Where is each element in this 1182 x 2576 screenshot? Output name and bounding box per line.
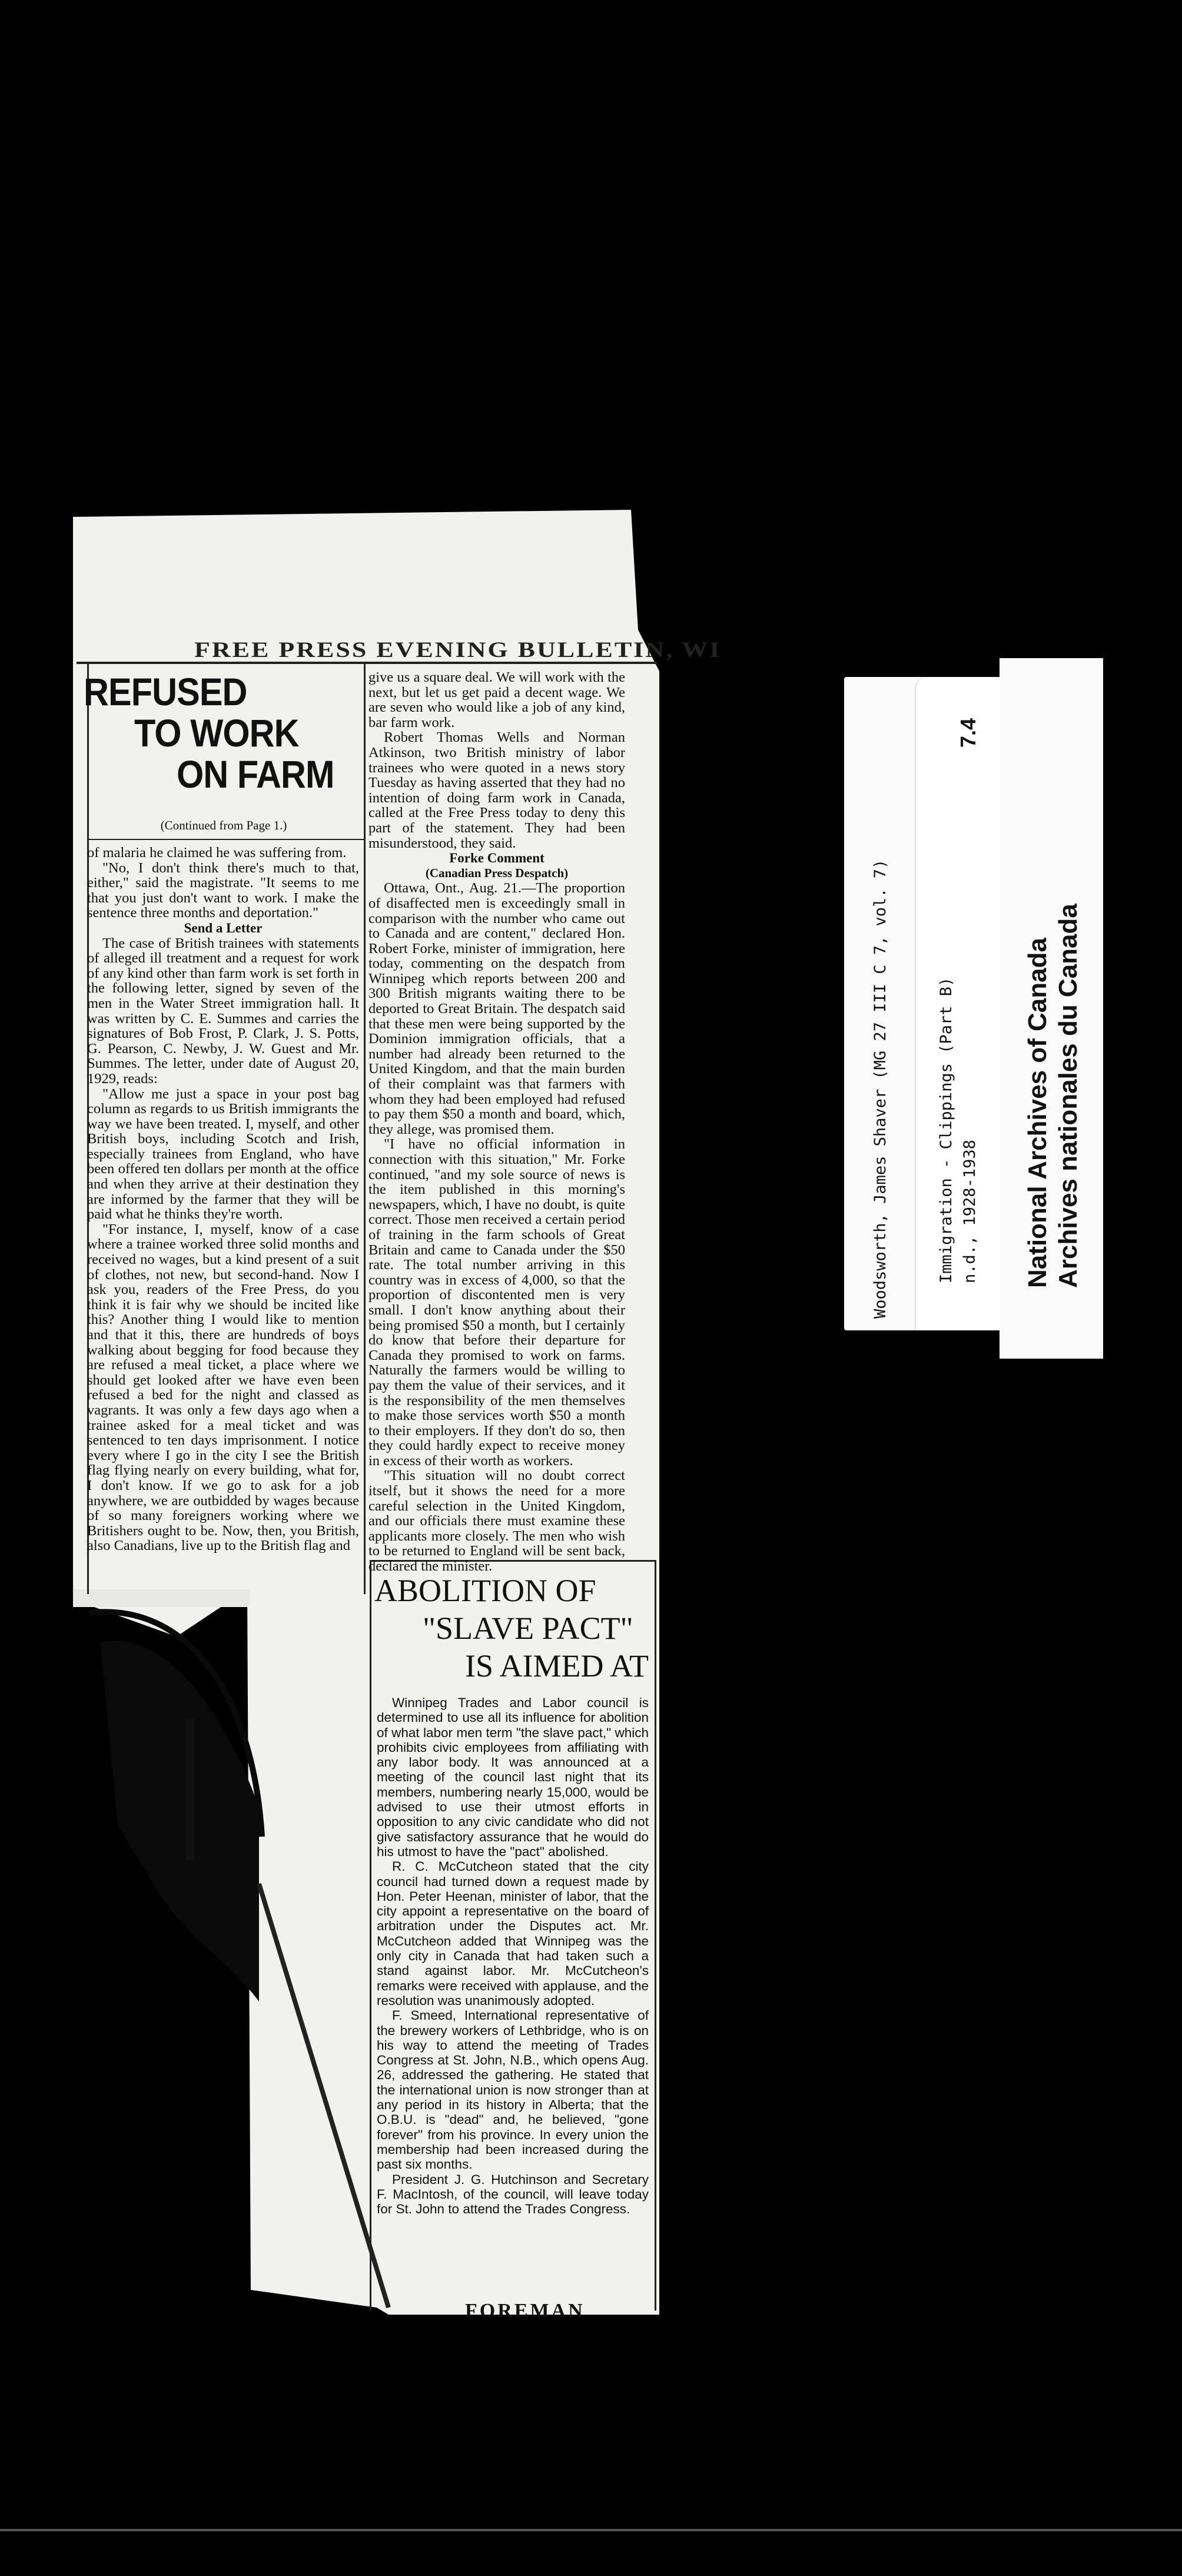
cut-off-headline: FOREMAN <box>465 2300 585 2322</box>
bottom-edge-line <box>0 2529 1182 2531</box>
article1-headline-1: REFUSED <box>84 670 247 713</box>
paragraph: Ottawa, Ont., Aug. 21.—The proportion of disaffected men is exceedingly small in comparison with the number who came out to Canada and are content," declared Hon. Robert Forke, minister of immigration, here today, commenting on the despatch from Winnipeg which reports between 200 and 300 British migrants waiting there to be deported to Great Britain. The despatch said that these men were being supported by the Dominion immigration officials, that a number had already been returned to the United Kingdom, and that the main burden of their complaint was that farmers with whom they had been employed had refused to pay them $50 a month and board, which, they allege, was promised them. <box>368 880 625 1137</box>
label-folder: 7.4 <box>956 718 980 748</box>
masthead: FREE PRESS EVENING BULLETIN, WI <box>194 637 722 662</box>
paragraph: "No, I don't think there's much to that, either," said the magistrate. "It seems to me that you just don't want to work. I make the sentence three months and deportation." <box>87 859 359 921</box>
institution-label <box>1000 658 1103 1359</box>
paragraph: give us a square deal. We will work with the next, but let us get paid a decent wage. We are seven who would like a job of any kind, bar farm work. <box>368 669 625 731</box>
article2-headline-2: "SLAVE PACT" <box>423 1611 633 1646</box>
institution-name-en: National Archives of Canada <box>1023 938 1052 1288</box>
label-series: Immigration - Clippings (Part B) <box>937 977 955 1283</box>
article1-headline-2: TO WORK <box>134 711 299 755</box>
article2-box-left <box>370 1560 371 2311</box>
article1-headline-3: ON FARM <box>177 752 334 796</box>
paragraph: F. Smeed, International representative of the brewery workers of Lethbridge, who is on his way to attend the meeting of Trades Congress at St. John, N.B., which opens Aug. 26, addressed the gathering. He stated that the international union is now stronger than at any period in its history in Alberta; that the O.B.U. is "dead" and, he believed, "gone forever" from his province. In every union the membership had been increased during the past six months. <box>377 2008 649 2172</box>
paragraph: President J. G. Hutchinson and Secretary F. MacIntosh, of the council, will leave today for St. John to attend the Trades Congress. <box>377 2172 649 2217</box>
paragraph: of malaria he claimed he was suffering from. <box>87 845 347 861</box>
label-tab <box>915 677 1005 1330</box>
column-divider <box>364 664 366 1594</box>
paragraph: "I have no official information in connection with this situation," Mr. Forke continued, "and my sole source of news is the item published in this morning's newspapers, which, I have no doubt, is quite correct. Those men received a certain period of training in the farm schools of Great Britain and came to Canada under the $50 rate. The total number arriving in this country was in excess of 4,000, so that the proportion of discontented men is very small. I don't know anything about their being promised $50 a month, but I certainly do know that before their departure for Canada they promised to work on farms. Naturally the farmers would be willing to pay them the value of their services, and it is the responsibility of the men themselves to make those services worth $50 a month to their employers. If they don't do so, then they could hardly expect to receive money in excess of their worth as workers. <box>368 1136 625 1469</box>
continued-line: (Continued from Page 1.) <box>160 818 287 832</box>
label-fonds: Woodsworth, James Shaver (MG 27 III C 7, vol. 7) <box>871 859 889 1319</box>
paragraph: Winnipeg Trades and Labor council is determined to use all its influence for abolition of what labor men term "the slave pact," which prohibits civic employees from affiliating with any labor body. It was announced at a meeting of the council last night that its members, numbering nearly 15,000, would be advised to use their utmost efforts in opposition to any civic candidate who did not give satisfactory assurance that he would do his utmost to have the "pact" abolished. <box>377 1695 649 1859</box>
article1-column1 <box>87 845 359 1588</box>
paragraph: The case of British trainees with statements of alleged ill treatment and a request for work of any kind other than farm work is set forth in the following letter, signed by seven of the men in the Water Street immigration hall. It was written by C. E. Summes and carries the signatures of Bob Frost, P. Clark, J. S. Potts, G. Pearson, C. Newby, J. W. Guest and Mr. Summes. The letter, under date of August 20, 1929, reads: <box>87 935 359 1087</box>
continued-rule <box>87 839 364 840</box>
subhead: Forke Comment <box>449 851 544 866</box>
institution-name-fr: Archives nationales du Canada <box>1054 904 1083 1288</box>
subhead: (Canadian Press Despatch) <box>425 865 569 880</box>
paragraph: "This situation will no doubt correct itself, but it shows the need for a more careful selection in the United Kingdom, and our officials there must examine these applicants more closely. The men who wish to be returned to England will be sent back, declared the minister. <box>368 1468 625 1575</box>
clipping-left-shadow <box>73 1589 250 1607</box>
paragraph: "Allow me just a space in your post bag column as regards to us British immigrants the way we have been treated. I, myself, and other British boys, including Scotch and Irish, especially trainees from England, who have been offered ten dollars per month at the office and when they arrive at their destination they are informed by the farmer that they will be paid what he thinks they're worth. <box>87 1085 359 1223</box>
article2-body <box>377 1695 649 2290</box>
article1-column2 <box>368 669 625 1575</box>
label-dates: n.d., 1928-1938 <box>961 1140 979 1283</box>
masthead-rule <box>77 662 657 664</box>
paragraph: "For instance, I, myself, know of a case where a trainee worked three solid months and received no wages, but a kind present of a suit of clothes, not new, but second-hand. Now I ask you, readers of the Free Press, do you think it is fair why we should be incited like this? Another thing I would like to mention and that it this, there are hundreds of boys walking about begging for food because they are refused a meal ticket, a place where we should get looked after we have even been refused a bed for the night and classed as vagrants. It was only a few days ago when a trainee asked for a meal ticket and was sentenced to ten days imprisonment. I notice every where I go in the city I see the British flag flying nearly on every building, what for, I don't know. If we go to ask for a job anywhere, we are outbidded by wages because of so many foreigners working where we Britishers ought to be. Now, then, you British, also Canadians, live up to the British flag and <box>87 1221 359 1554</box>
paragraph: Robert Thomas Wells and Norman Atkinson, two British ministry of labor trainees who were quoted in a news story Tuesday as having asserted that they had no intention of doing farm work in Canada, called at the Free Press today to deny this part of the statement. They had been misunderstood, they said. <box>368 729 625 851</box>
illustration-fragment <box>100 1641 259 2001</box>
subhead: Send a Letter <box>184 920 263 935</box>
article2-headline-3: IS AIMED AT <box>465 1648 649 1684</box>
article2-headline-1: ABOLITION OF <box>374 1573 596 1608</box>
paragraph: R. C. McCutcheon stated that the city council had turned down a request made by Hon. Peter Heenan, minister of labor, that the city appoint a representative on the board of arbitration under the Disputes act. Mr. McCutcheon added that Winnipeg was the only city in Canada that had taken such a stand against labor. Mr. McCutcheon's remarks were received with applause, and the resolution was unanimously adopted. <box>377 1859 649 2008</box>
article2-box-right <box>655 1560 656 2311</box>
illustration-mast <box>185 1719 194 1860</box>
